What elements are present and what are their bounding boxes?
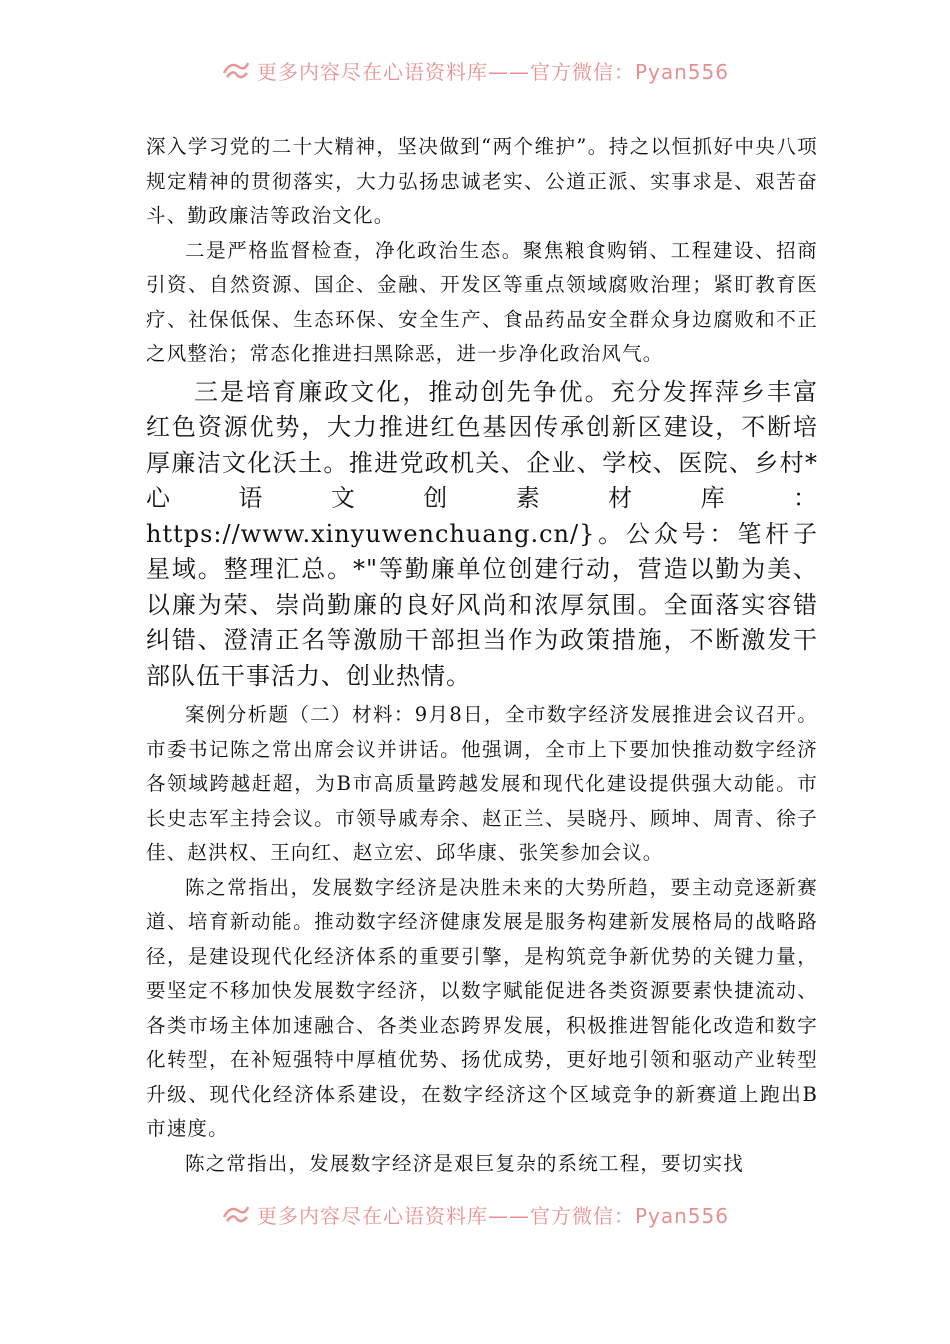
- watermark-text: 更多内容尽在心语资料库——官方微信：Pyan556: [256, 1203, 729, 1228]
- watermark-text: 更多内容尽在心语资料库——官方微信：Pyan556: [256, 59, 729, 84]
- paragraph: 三是培育廉政文化，推动创先争优。充分发挥萍乡丰富红色资源优势，大力推进红色基因传承创新区建设，不断培厚廉洁文化沃土。推进党政机关、企业、学校、医院、乡村*心语文创素材库：https://www.xinyuwenchuang.cn/}。公众号：笔杆子星域。整理汇总。*"等勤廉单位创建行动，营造以勤为美、以廉为荣、崇尚勤廉的良好风尚和浓厚氛围。全面落实容错纠错、澄清正名等激励干部担当作为政策措施，不断激发干部队伍干事活力、创业热情。: [146, 377, 818, 690]
- document-body: [146, 130, 818, 1181]
- paragraph: 案例分析题（二）材料：9月8日，全市数字经济发展推进会议召开。市委书记陈之常出席会议并讲话。他强调，全市上下要加快推动数字经济各领域跨越赶超，为B市高质量跨越发展和现代化建设提供强大动能。市长史志军主持会议。市领导戚寿余、赵正兰、吴晓丹、顾坤、周青、徐子佳、赵洪权、王向红、赵立宏、邱华康、张笑参加会议。: [146, 703, 818, 864]
- header-watermark: [0, 52, 950, 88]
- paragraph: 二是严格监督检查，净化政治生态。聚焦粮食购销、工程建设、招商引资、自然资源、国企、金融、开发区等重点领域腐败治理；紧盯教育医疗、社保低保、生态环保、安全生产、食品药品安全群众身边腐败和不正之风整治；常态化推进扫黑除恶，进一步净化政治风气。: [146, 238, 818, 365]
- paragraph: 深入学习党的二十大精神，坚决做到“两个维护”。持之以恒抓好中央八项规定精神的贯彻落实，大力弘扬忠诚老实、公道正派、实事求是、艰苦奋斗、勤政廉洁等政治文化。: [146, 135, 818, 227]
- paragraph: 陈之常指出，发展数字经济是艰巨复杂的系统工程，要切实找: [185, 1151, 744, 1175]
- paragraph: 陈之常指出，发展数字经济是决胜未来的大势所趋，要主动竞逐新赛道、培育新动能。推动数字经济健康发展是服务构建新发展格局的战略路径，是建设现代化经济体系的重要引擎，是构筑竞争新优势的关键力量，要坚定不移加快发展数字经济，以数字赋能促进各类资源要素快捷流动、各类市场主体加速融合、各类业态跨界发展，积极推进智能化改造和数字化转型，在补短强特中厚植优势、扬优成势，更好地引领和驱动产业转型升级、现代化经济体系建设，在数字经济这个区域竞争的新赛道上跑出B市速度。: [146, 875, 818, 1140]
- footer-watermark: [0, 1196, 950, 1232]
- logo-icon: [221, 59, 251, 81]
- logo-icon: [221, 1203, 251, 1225]
